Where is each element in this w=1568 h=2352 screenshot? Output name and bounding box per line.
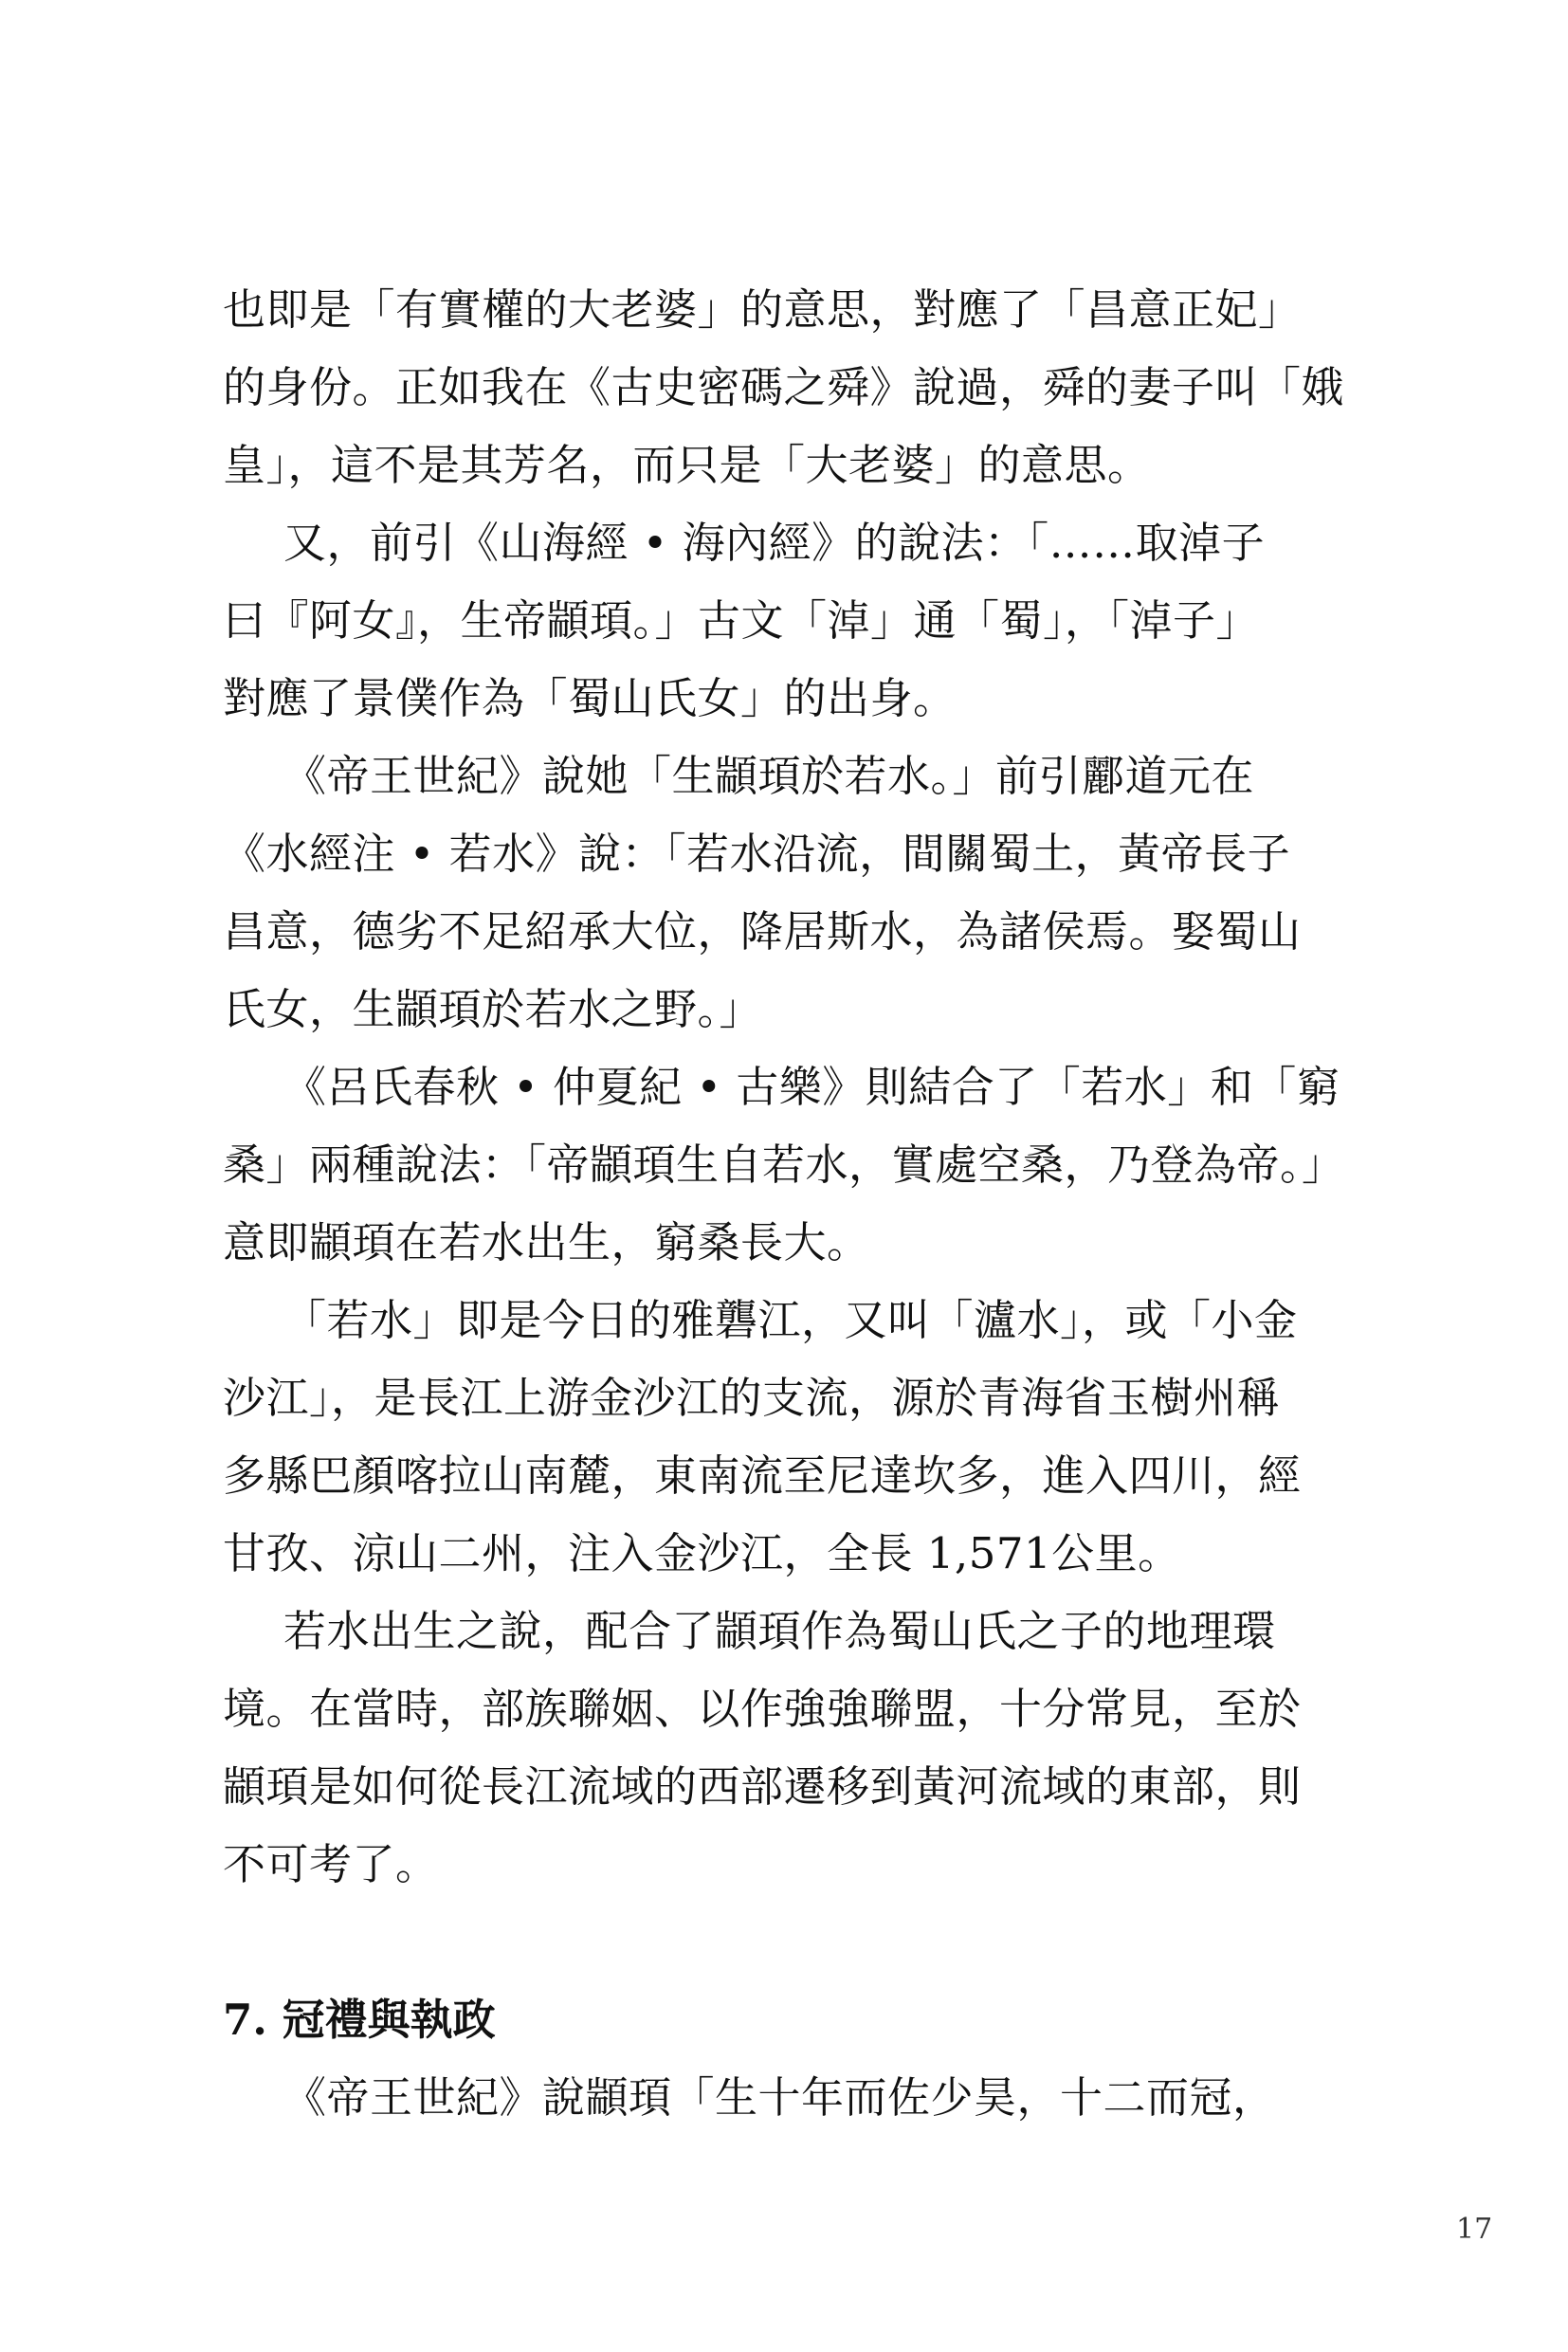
text-line: 甘孜、涼山二州，注入金沙江，全長 1,571公里。 [223, 1528, 1181, 1578]
text-line: 《帝王世紀》說顓頊「生十年而佐少昊，十二而冠， [283, 2072, 1276, 2123]
text-line: 對應了景僕作為「蜀山氏女」的出身。 [223, 673, 957, 723]
text-line: 若水出生之說，配合了顓頊作為蜀山氏之子的地理環 [283, 1606, 1276, 1656]
text-line: 《帝王世紀》說她「生顓頊於若水。」前引酈道元在 [283, 751, 1255, 801]
body-text [223, 271, 1351, 2137]
text-line: 沙江」，是長江上游金沙江的支流，源於青海省玉樹州稱 [223, 1373, 1281, 1423]
text-line: 不可考了。 [223, 1839, 439, 1889]
section-heading: 7. 冠禮與執政 [223, 1995, 496, 2045]
text-line: 意即顓頊在若水出生，窮桑長大。 [223, 1217, 870, 1267]
text-line: 曰『阿女』，生帝顓頊。」古文「淖」通「蜀」，「淖子」 [223, 595, 1260, 646]
section-gap [223, 1904, 1351, 1981]
text-line: 的身份。正如我在《古史密碼之舜》說過，舜的妻子叫「娥 [223, 362, 1345, 412]
text-line: 也即是「有實權的大老婆」的意思，對應了「昌意正妃」 [223, 284, 1302, 335]
text-line: 桑」兩種說法：「帝顓頊生自若水，實處空桑，乃登為帝。」 [223, 1140, 1345, 1190]
text-line: 又，前引《山海經 • 海內經》的說法：「……取淖子 [283, 518, 1266, 568]
text-line: 《水經注 • 若水》說：「若水沿流，間關蜀土，黃帝長子 [223, 829, 1291, 879]
text-line: 皇」，這不是其芳名，而只是「大老婆」的意思。 [223, 440, 1151, 490]
text-line: 《呂氏春秋 • 仲夏紀 • 古樂》則結合了「若水」和「窮 [283, 1062, 1340, 1112]
text-line: 「若水」即是今日的雅礱江，又叫「瀘水」，或「小金 [283, 1295, 1298, 1345]
text-line: 氏女，生顓頊於若水之野。」 [223, 984, 763, 1034]
text-line: 昌意，德劣不足紹承大位，降居斯水，為諸侯焉。娶蜀山 [223, 906, 1302, 957]
text-line: 境。在當時，部族聯姻、以作強強聯盟，十分常見，至於 [223, 1684, 1302, 1734]
text-line: 顓頊是如何從長江流域的西部遷移到黃河流域的東部，則 [223, 1761, 1302, 1812]
text-line: 多縣巴顏喀拉山南麓，東南流至尼達坎多，進入四川，經 [223, 1450, 1302, 1501]
page-number: 17 [1456, 2213, 1493, 2246]
